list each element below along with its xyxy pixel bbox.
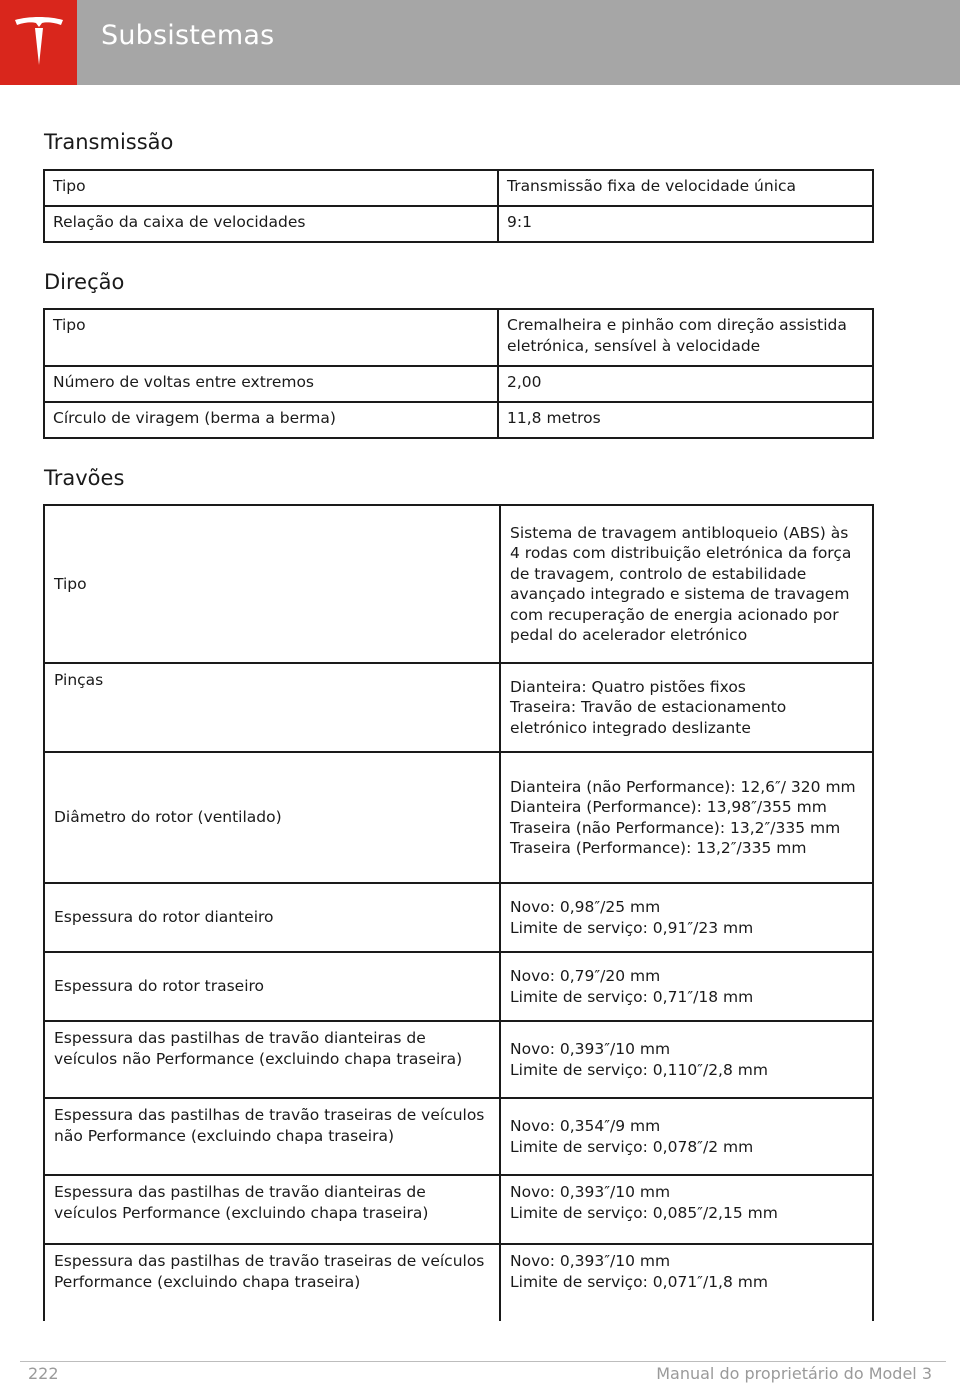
spec-value bbox=[500, 1098, 873, 1175]
value-line: Limite de serviço: 0,91″/23 mm bbox=[510, 918, 754, 937]
footer-divider bbox=[20, 1361, 946, 1362]
spec-label: Relação da caixa de velocidades bbox=[44, 206, 498, 242]
table-row bbox=[44, 752, 873, 883]
spec-label: Espessura das pastilhas de travão traseiras de veículos Performance (excluindo chapa traseira) bbox=[44, 1244, 500, 1321]
page-number: 222 bbox=[28, 1364, 59, 1383]
page-title: Subsistemas bbox=[101, 20, 275, 51]
section-title-transmission: Transmissão bbox=[44, 130, 174, 154]
table-row bbox=[44, 663, 873, 752]
table-row bbox=[44, 309, 873, 366]
spec-value: Sistema de travagem antibloqueio (ABS) às 4 rodas com distribuição eletrónica da força de travagem, controlo de estabilidade avançado integrado e sistema de travagem com recuperação de energia acionado por pedal do acelerador eletrónico bbox=[500, 505, 873, 663]
spec-label: Tipo bbox=[44, 170, 498, 206]
table-row bbox=[44, 1098, 873, 1175]
manual-title: Manual do proprietário do Model 3 bbox=[656, 1364, 932, 1383]
value-line: Traseira (Performance): 13,2″/335 mm bbox=[510, 839, 807, 857]
table-row bbox=[44, 206, 873, 242]
spec-value bbox=[500, 1021, 873, 1098]
table-row bbox=[44, 170, 873, 206]
value-line: Novo: 0,393″/10 mm bbox=[510, 1183, 671, 1201]
spec-label: Espessura das pastilhas de travão dianteiras de veículos Performance (excluindo chapa traseira) bbox=[44, 1175, 500, 1244]
spec-value bbox=[500, 1175, 873, 1244]
steering-table bbox=[43, 308, 874, 439]
transmission-table bbox=[43, 169, 874, 243]
spec-value bbox=[500, 663, 873, 752]
table-row bbox=[44, 505, 873, 663]
section-title-brakes: Travões bbox=[44, 466, 125, 490]
value-line: Limite de serviço: 0,110″/2,8 mm bbox=[510, 1060, 768, 1079]
spec-value: Cremalheira e pinhão com direção assistida eletrónica, sensível à velocidade bbox=[498, 309, 873, 366]
spec-label: Espessura do rotor traseiro bbox=[44, 952, 500, 1021]
spec-value bbox=[500, 952, 873, 1021]
spec-label: Pinças bbox=[44, 663, 500, 752]
spec-label: Número de voltas entre extremos bbox=[44, 366, 498, 402]
value-line: Limite de serviço: 0,085″/2,15 mm bbox=[510, 1203, 778, 1222]
table-row bbox=[44, 366, 873, 402]
table-row bbox=[44, 1021, 873, 1098]
spec-value bbox=[500, 1244, 873, 1321]
spec-label: Tipo bbox=[44, 309, 498, 366]
value-line: Traseira (não Performance): 13,2″/335 mm bbox=[510, 818, 841, 837]
table-row bbox=[44, 883, 873, 952]
section-title-steering: Direção bbox=[44, 270, 125, 294]
spec-value bbox=[500, 883, 873, 952]
value-line: Traseira: Travão de estacionamento eletrónico integrado deslizante bbox=[510, 698, 787, 737]
value-line: Dianteira: Quatro pistões fixos bbox=[510, 677, 746, 696]
spec-label: Tipo bbox=[44, 505, 500, 663]
value-line: Novo: 0,79″/20 mm bbox=[510, 967, 661, 985]
table-row bbox=[44, 952, 873, 1021]
table-row bbox=[44, 1175, 873, 1244]
value-line: Dianteira (Performance): 13,98″/355 mm bbox=[510, 798, 827, 816]
spec-label: Espessura das pastilhas de travão traseiras de veículos não Performance (excluindo chapa traseira) bbox=[44, 1098, 500, 1175]
value-line: Novo: 0,393″/10 mm bbox=[510, 1040, 671, 1058]
value-line: Limite de serviço: 0,071″/1,8 mm bbox=[510, 1272, 768, 1291]
value-line: Limite de serviço: 0,71″/18 mm bbox=[510, 987, 754, 1006]
value-line: Dianteira (não Performance): 12,6″/ 320 mm bbox=[510, 777, 856, 796]
value-line: Novo: 0,354″/9 mm bbox=[510, 1117, 661, 1135]
tesla-logo bbox=[0, 0, 77, 85]
page-header bbox=[0, 0, 960, 85]
value-line: Novo: 0,98″/25 mm bbox=[510, 898, 661, 916]
brakes-table bbox=[43, 504, 874, 1321]
spec-value: Transmissão fixa de velocidade única bbox=[498, 170, 873, 206]
spec-value: 2,00 bbox=[498, 366, 873, 402]
value-line: Novo: 0,393″/10 mm bbox=[510, 1252, 671, 1270]
value-line: Limite de serviço: 0,078″/2 mm bbox=[510, 1137, 754, 1156]
spec-value bbox=[500, 752, 873, 883]
table-row bbox=[44, 1244, 873, 1321]
table-row bbox=[44, 402, 873, 438]
spec-label: Espessura das pastilhas de travão dianteiras de veículos não Performance (excluindo chapa traseira) bbox=[44, 1021, 500, 1098]
spec-value: 11,8 metros bbox=[498, 402, 873, 438]
tesla-logo-icon bbox=[13, 17, 65, 67]
spec-value: 9:1 bbox=[498, 206, 873, 242]
spec-label: Diâmetro do rotor (ventilado) bbox=[44, 752, 500, 883]
spec-label: Círculo de viragem (berma a berma) bbox=[44, 402, 498, 438]
spec-label: Espessura do rotor dianteiro bbox=[44, 883, 500, 952]
